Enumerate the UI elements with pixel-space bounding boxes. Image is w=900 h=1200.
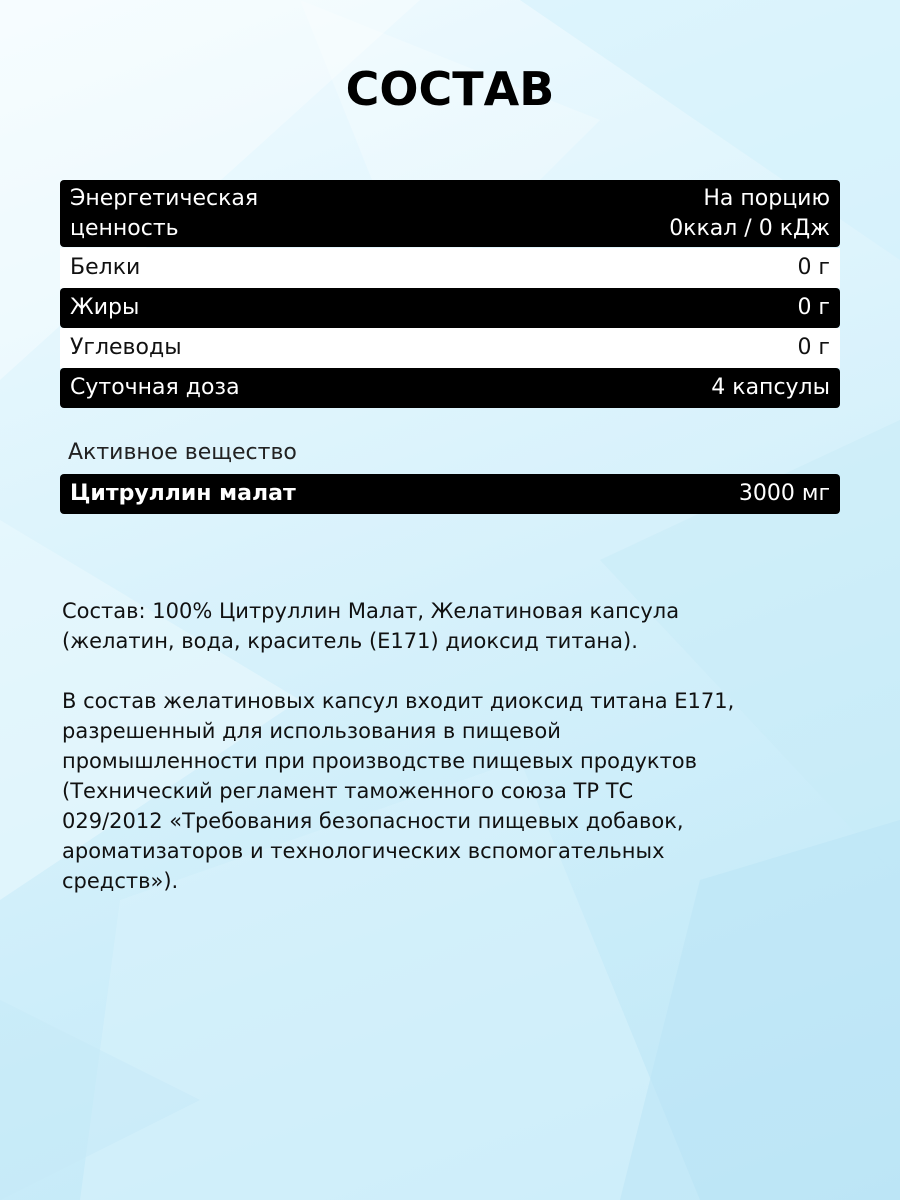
composition-paragraph — [62, 596, 852, 656]
carbs-row — [60, 328, 840, 368]
energy-value-line2: 0ккал / 0 кДж — [669, 215, 830, 241]
protein-label: Белки — [70, 255, 141, 280]
paragraph-line: ароматизаторов и технологических вспомогательных — [62, 839, 665, 863]
protein-row — [60, 248, 840, 288]
fat-value: 0 г — [797, 295, 830, 320]
energy-label — [70, 184, 258, 244]
paragraph-line: (Технический регламент таможенного союза ТР ТС — [62, 779, 634, 803]
carbs-value: 0 г — [797, 335, 830, 360]
page-title: СОСТАВ — [345, 62, 555, 116]
active-substance-heading: Активное вещество — [68, 440, 297, 465]
protein-value: 0 г — [797, 255, 830, 280]
composition-line: (желатин, вода, краситель (Е171) диоксид титана). — [62, 629, 638, 653]
paragraph-line: промышленности при производстве пищевых продуктов — [62, 749, 698, 773]
energy-label-line1: Энергетическая — [70, 185, 259, 211]
paragraph-line: 029/2012 «Требования безопасности пищевых добавок, — [62, 809, 684, 833]
energy-label-line2: ценность — [70, 215, 179, 241]
paragraph-line: средств»). — [62, 869, 179, 893]
carbs-label: Углеводы — [70, 335, 182, 360]
energy-value-line1: На порцию — [703, 185, 830, 211]
energy-row — [60, 180, 840, 247]
daily-dose-row — [60, 368, 840, 408]
fat-row — [60, 288, 840, 328]
active-substance-row — [60, 474, 840, 514]
fat-label: Жиры — [70, 295, 140, 320]
paragraph-line: разрешенный для использования в пищевой — [62, 719, 561, 743]
active-substance-label: Цитруллин малат — [70, 481, 296, 506]
daily-dose-label: Суточная доза — [70, 375, 240, 400]
paragraph-line: В состав желатиновых капсул входит диоксид титана Е171, — [62, 689, 735, 713]
active-substance-value: 3000 мг — [738, 481, 830, 506]
daily-dose-value: 4 капсулы — [711, 375, 830, 400]
energy-value — [669, 184, 830, 244]
titanium-dioxide-paragraph — [62, 686, 852, 896]
composition-line: Состав: 100% Цитруллин Малат, Желатиновая капсула — [62, 599, 680, 623]
